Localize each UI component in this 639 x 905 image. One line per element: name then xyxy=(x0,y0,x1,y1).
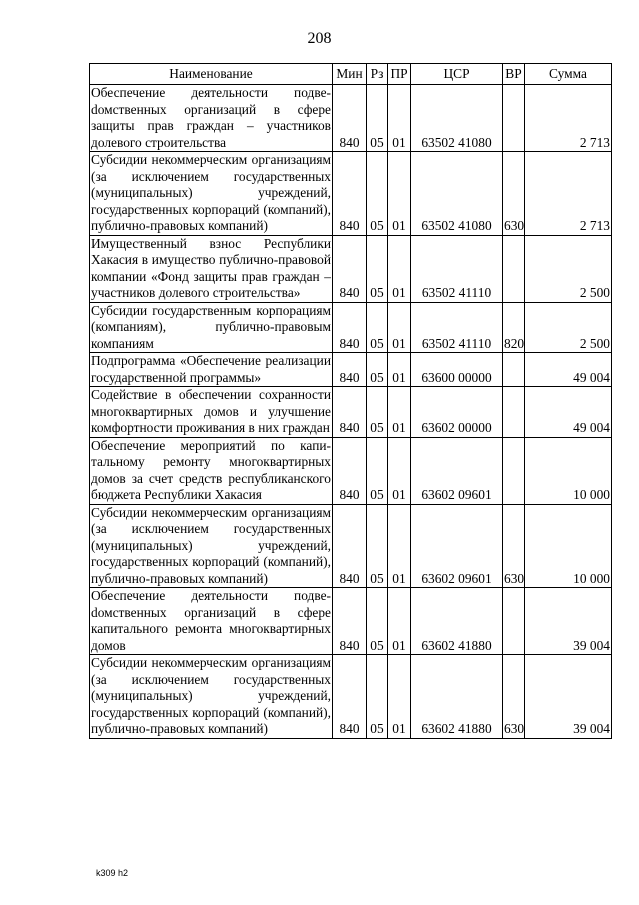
table-row xyxy=(90,588,612,655)
table-header-row xyxy=(90,64,612,85)
row-min: 840 xyxy=(333,235,367,302)
row-csr: 63600 00000 xyxy=(411,353,503,387)
row-rz: 05 xyxy=(367,353,388,387)
table-row xyxy=(90,85,612,152)
table-row xyxy=(90,235,612,302)
row-sum: 39 004 xyxy=(525,588,612,655)
row-csr: 63502 41080 xyxy=(411,85,503,152)
row-csr: 63502 41110 xyxy=(411,302,503,353)
row-vr xyxy=(503,437,525,504)
row-pr: 01 xyxy=(388,152,411,236)
row-name: Обеспечение мероприятий по капитальному ремонту многоквартирных домов за счет средств республиканского бюджета Республики Хакасия xyxy=(91,437,331,502)
row-pr: 01 xyxy=(388,588,411,655)
row-rz: 05 xyxy=(367,302,388,353)
row-name: Обеспечение деятельности подвеdомственных организаций в сфере защиты прав граждан – участников долевого строительства xyxy=(91,85,331,150)
row-vr: 630 xyxy=(503,504,525,588)
row-sum: 10 000 xyxy=(525,504,612,588)
row-min: 840 xyxy=(333,152,367,236)
row-sum: 2 713 xyxy=(525,85,612,152)
row-name: Обеспечение деятельности подвеdомственных организаций в сфере капитального ремонта многоквартирных домов xyxy=(91,588,331,653)
row-rz: 05 xyxy=(367,437,388,504)
row-name: Субсидии некоммерческим организациям (за исключением государственных (муниципальных) учреждений, государственных корпораций (компаний), публично-правовых компаний) xyxy=(91,152,331,233)
row-min: 840 xyxy=(333,588,367,655)
row-rz: 05 xyxy=(367,152,388,236)
header-sum: Сумма xyxy=(525,64,612,85)
row-pr: 01 xyxy=(388,302,411,353)
page-number: 208 xyxy=(307,30,332,47)
header-pr: ПР xyxy=(388,64,411,85)
row-rz: 05 xyxy=(367,85,388,152)
row-sum: 49 004 xyxy=(525,387,612,438)
row-min: 840 xyxy=(333,85,367,152)
row-name: Подпрограмма «Обеспечение реализации государственной программы» xyxy=(91,353,331,385)
row-pr: 01 xyxy=(388,353,411,387)
row-pr: 01 xyxy=(388,235,411,302)
row-csr: 63502 41080 xyxy=(411,152,503,236)
row-sum: 39 004 xyxy=(525,655,612,739)
row-rz: 05 xyxy=(367,235,388,302)
table-row xyxy=(90,437,612,504)
row-name: Содействие в обеспечении сохранности многоквартирных домов и улучшение комфортности проживания в них граждан xyxy=(91,387,331,435)
row-vr xyxy=(503,387,525,438)
row-pr: 01 xyxy=(388,85,411,152)
row-min: 840 xyxy=(333,387,367,438)
document-code: k309 h2 xyxy=(96,868,129,878)
row-min: 840 xyxy=(333,504,367,588)
row-sum: 2 713 xyxy=(525,152,612,236)
row-csr: 63602 09601 xyxy=(411,437,503,504)
row-vr xyxy=(503,588,525,655)
row-name: Субсидии некоммерческим организациям (за исключением государственных (муниципальных) учреждений, государственных корпораций (компаний), публично-правовых компаний) xyxy=(91,655,331,736)
row-name: Субсидии некоммерческим организациям (за исключением государственных (муниципальных) учреждений, государственных корпораций (компаний), публично-правовых компаний) xyxy=(91,504,331,586)
row-csr: 63602 00000 xyxy=(411,387,503,438)
row-csr: 63602 41880 xyxy=(411,588,503,655)
table-row xyxy=(90,152,612,236)
row-pr: 01 xyxy=(388,437,411,504)
table-row xyxy=(90,504,612,588)
table-row xyxy=(90,387,612,438)
row-name: Субсидии государственным корпорациям (компаниям), публично-правовым компаниям xyxy=(91,302,331,351)
table-row xyxy=(90,302,612,353)
header-rz: Рз xyxy=(367,64,388,85)
row-csr: 63602 41880 xyxy=(411,655,503,739)
header-name: Наименование xyxy=(90,64,333,85)
row-vr: 820 xyxy=(503,302,525,353)
header-min: Мин xyxy=(333,64,367,85)
row-csr: 63602 09601 xyxy=(411,504,503,588)
row-pr: 01 xyxy=(388,504,411,588)
row-min: 840 xyxy=(333,302,367,353)
row-sum: 49 004 xyxy=(525,353,612,387)
table-row xyxy=(90,655,612,739)
row-name: Имущественный взнос Республики Хакасия в имущество публично-правовой компании «Фонд защиты прав граждан – участников долевого строительства» xyxy=(91,235,331,300)
row-rz: 05 xyxy=(367,655,388,739)
row-pr: 01 xyxy=(388,387,411,438)
row-vr: 630 xyxy=(503,655,525,739)
table-row xyxy=(90,353,612,387)
row-rz: 05 xyxy=(367,588,388,655)
row-sum: 10 000 xyxy=(525,437,612,504)
row-min: 840 xyxy=(333,353,367,387)
row-min: 840 xyxy=(333,655,367,739)
row-vr: 630 xyxy=(503,152,525,236)
row-csr: 63502 41110 xyxy=(411,235,503,302)
header-csr: ЦСР xyxy=(411,64,503,85)
row-sum: 2 500 xyxy=(525,302,612,353)
row-rz: 05 xyxy=(367,504,388,588)
header-vr: ВР xyxy=(503,64,525,85)
row-vr xyxy=(503,353,525,387)
budget-table xyxy=(89,63,612,739)
row-pr: 01 xyxy=(388,655,411,739)
row-sum: 2 500 xyxy=(525,235,612,302)
row-vr xyxy=(503,235,525,302)
row-rz: 05 xyxy=(367,387,388,438)
row-min: 840 xyxy=(333,437,367,504)
row-vr xyxy=(503,85,525,152)
